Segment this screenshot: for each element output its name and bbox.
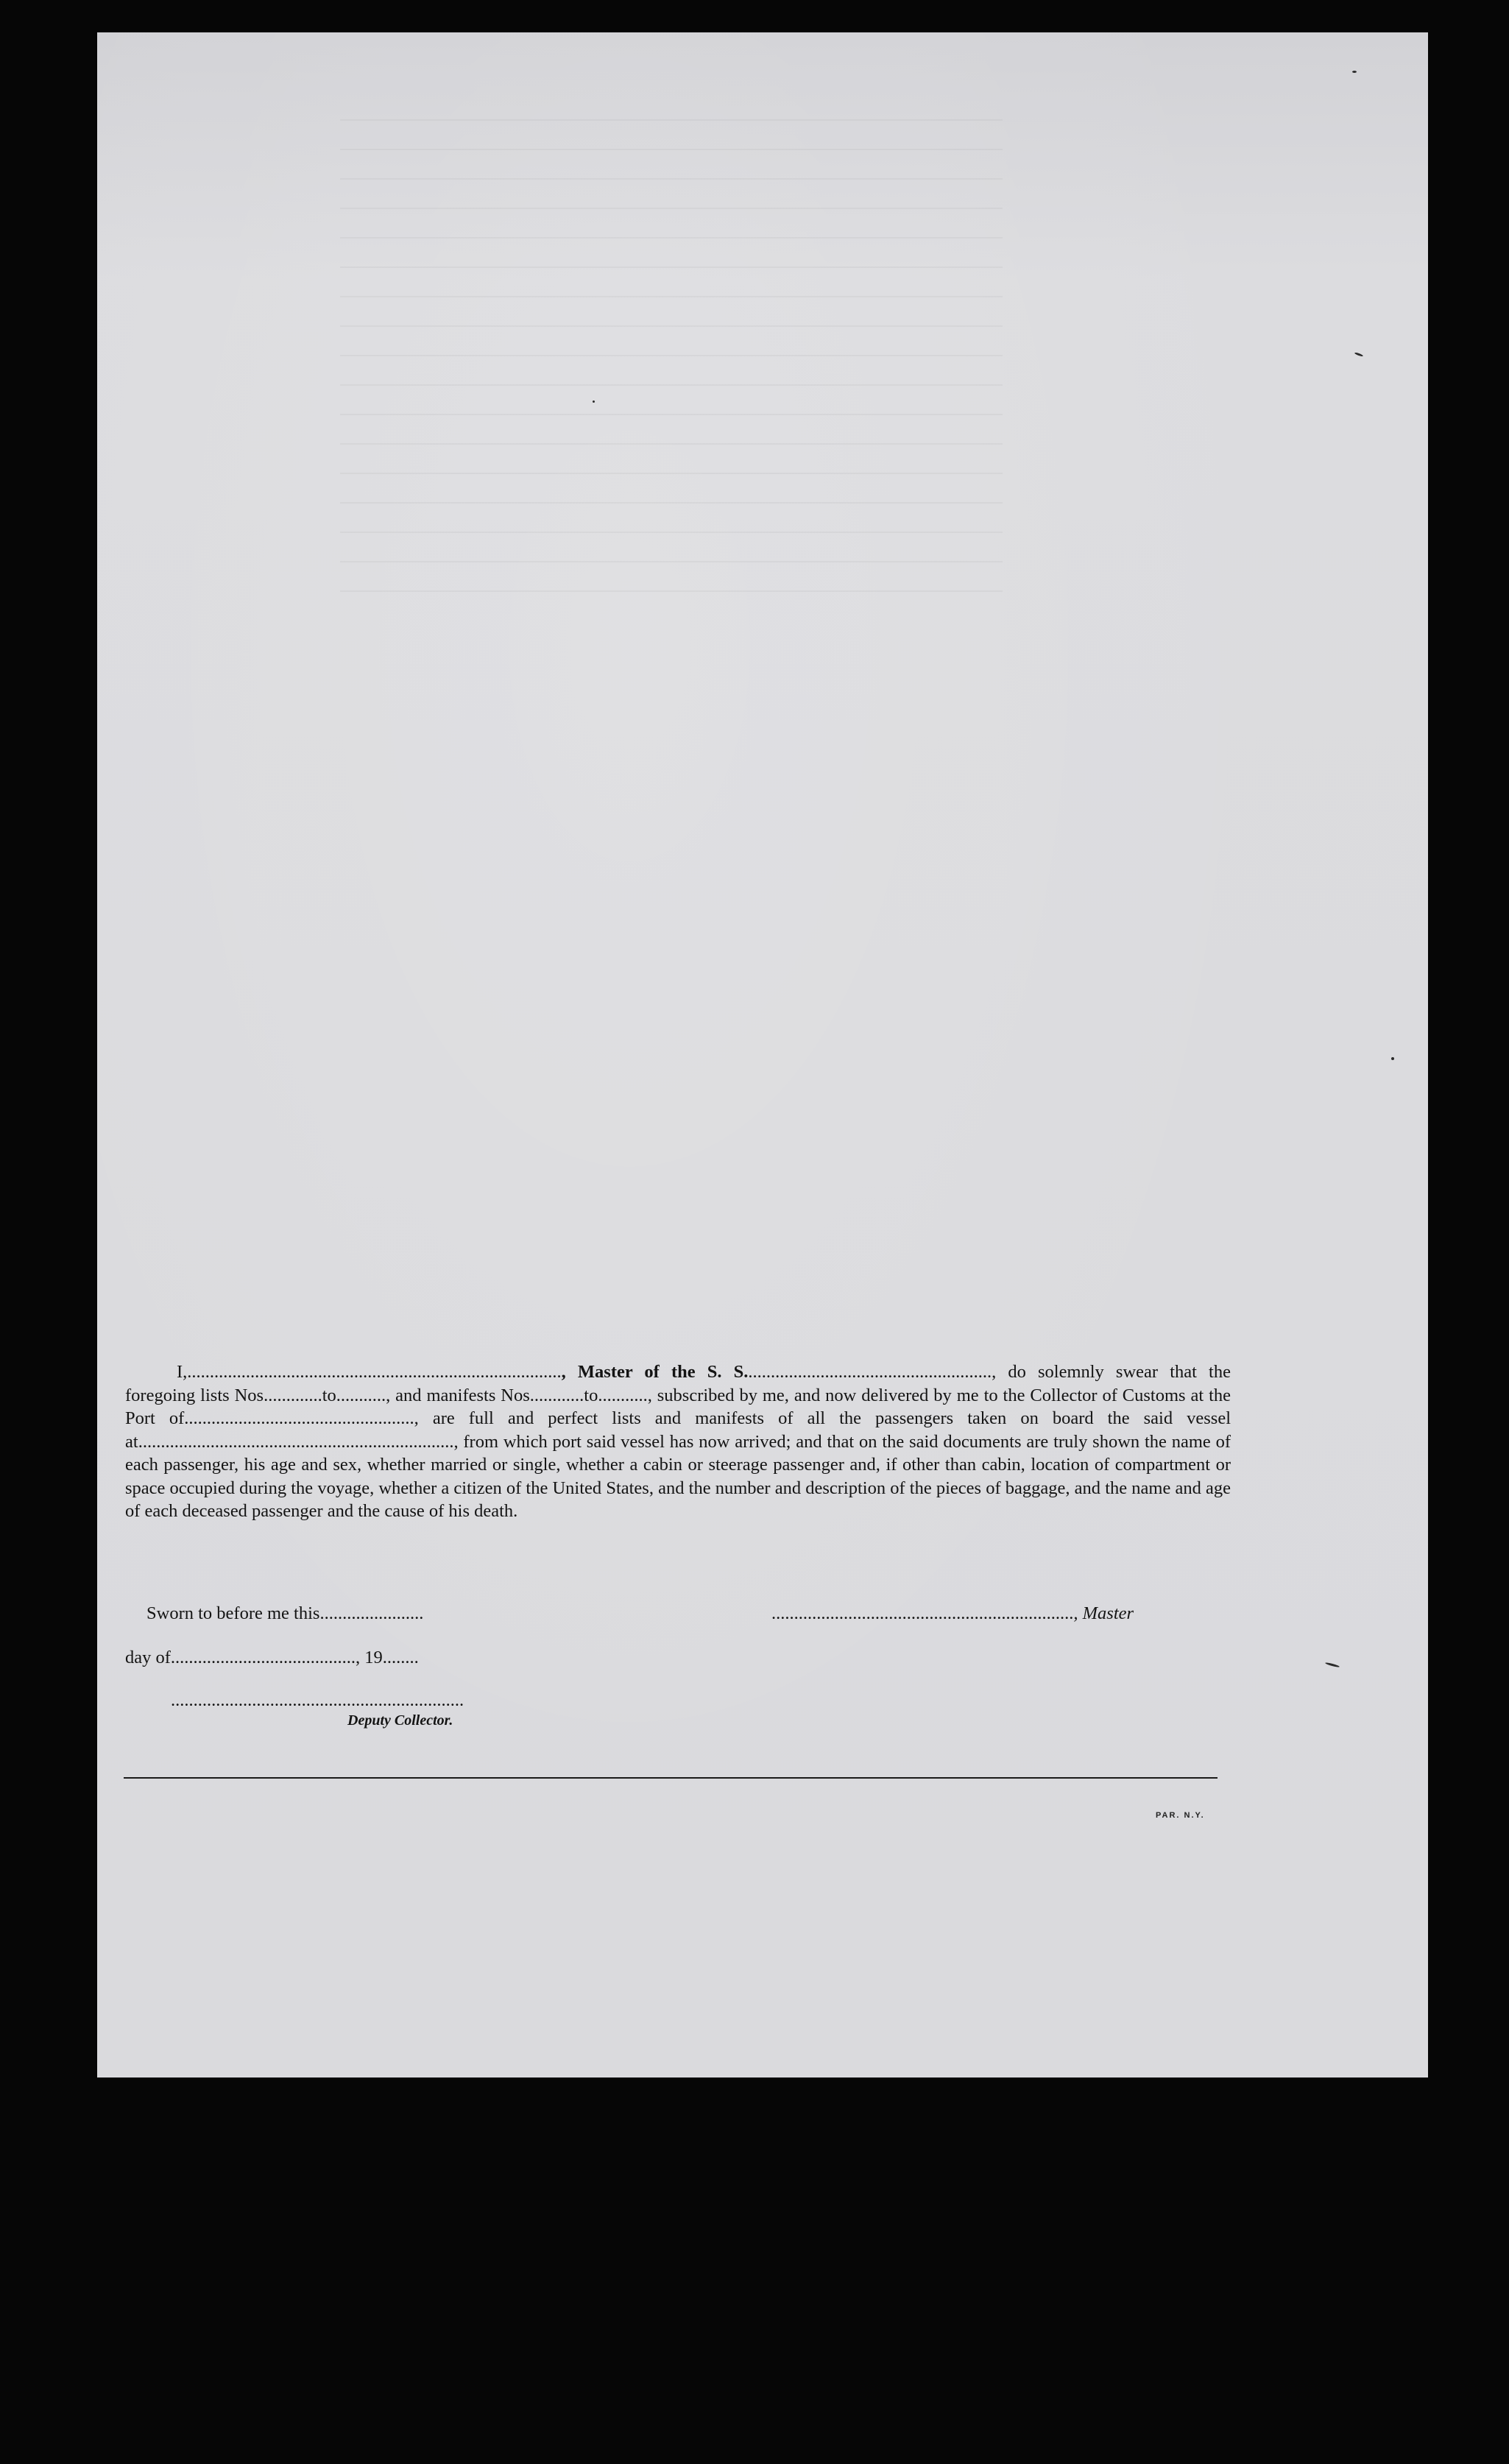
collector-signature-blank: .................................................................	[171, 1690, 464, 1710]
oath-paragraph	[125, 1360, 1231, 1523]
manifests-to-blank: ...........	[598, 1385, 648, 1405]
oath-solemnly-text: , do solemnly swear that the foregoing lists Nos	[125, 1362, 1231, 1405]
subscribed-text: , subscribed by me, and now delivered by me to the Collector of Customs at the Port of	[125, 1385, 1231, 1428]
sworn-date-blank: .......................	[319, 1603, 424, 1623]
lists-from-blank: .............	[264, 1385, 322, 1405]
sworn-line	[146, 1603, 423, 1624]
oath-remainder-text: , from which port said vessel has now arrived; and that on the said documents are truly shown the name of each passenger, his age and sex, whether married or single, whether a cabin or steerage passenger and, if other than cabin, location of compartment or space occupied during the voyage, whether a citizen of the United States, and the number and description of the pieces of baggage, and the name and age of each deceased passenger and the cause of his death.	[125, 1431, 1231, 1521]
year-prefix: , 19	[356, 1648, 383, 1667]
ship-name-blank: ......................................................	[748, 1362, 992, 1382]
departure-port-blank: ......................................................................	[138, 1431, 454, 1452]
oath-text	[125, 1360, 1231, 1523]
dust-speck	[1391, 1057, 1394, 1060]
dust-speck	[593, 400, 595, 403]
port-blank: ...................................................	[184, 1408, 414, 1428]
full-perfect-text: , are full and perfect lists and manifests of all the passengers taken on board the said vessel at	[125, 1408, 1231, 1452]
footer-rule	[124, 1777, 1218, 1779]
master-signature-line	[771, 1603, 1134, 1624]
printer-mark: PAR. N.Y.	[1156, 1811, 1205, 1820]
sworn-label: Sworn to before me this	[146, 1603, 320, 1623]
manifests-from-blank: ............	[529, 1385, 584, 1405]
lists-to-blank: ...........	[336, 1385, 386, 1405]
day-of-line	[125, 1648, 419, 1668]
master-name-blank: ...................................................................................	[187, 1362, 562, 1382]
month-blank: .........................................	[170, 1648, 356, 1667]
manifests-text: , and manifests Nos	[386, 1385, 530, 1405]
year-blank: ........	[382, 1648, 419, 1667]
lists-to-word: to	[322, 1385, 336, 1405]
dust-speck	[1352, 71, 1357, 73]
document-sheet	[97, 32, 1428, 2078]
day-of-label: day of	[125, 1648, 171, 1667]
manifests-to-word: to	[584, 1385, 598, 1405]
oath-pronoun: I,	[177, 1362, 188, 1382]
show-through-bleed	[340, 91, 1003, 607]
master-of-ship-label: , Master of the S. S.	[561, 1362, 749, 1382]
deputy-collector-label: Deputy Collector.	[347, 1712, 453, 1729]
master-signature-blank: ...................................................................	[771, 1603, 1074, 1623]
master-signature-label: , Master	[1073, 1603, 1134, 1623]
